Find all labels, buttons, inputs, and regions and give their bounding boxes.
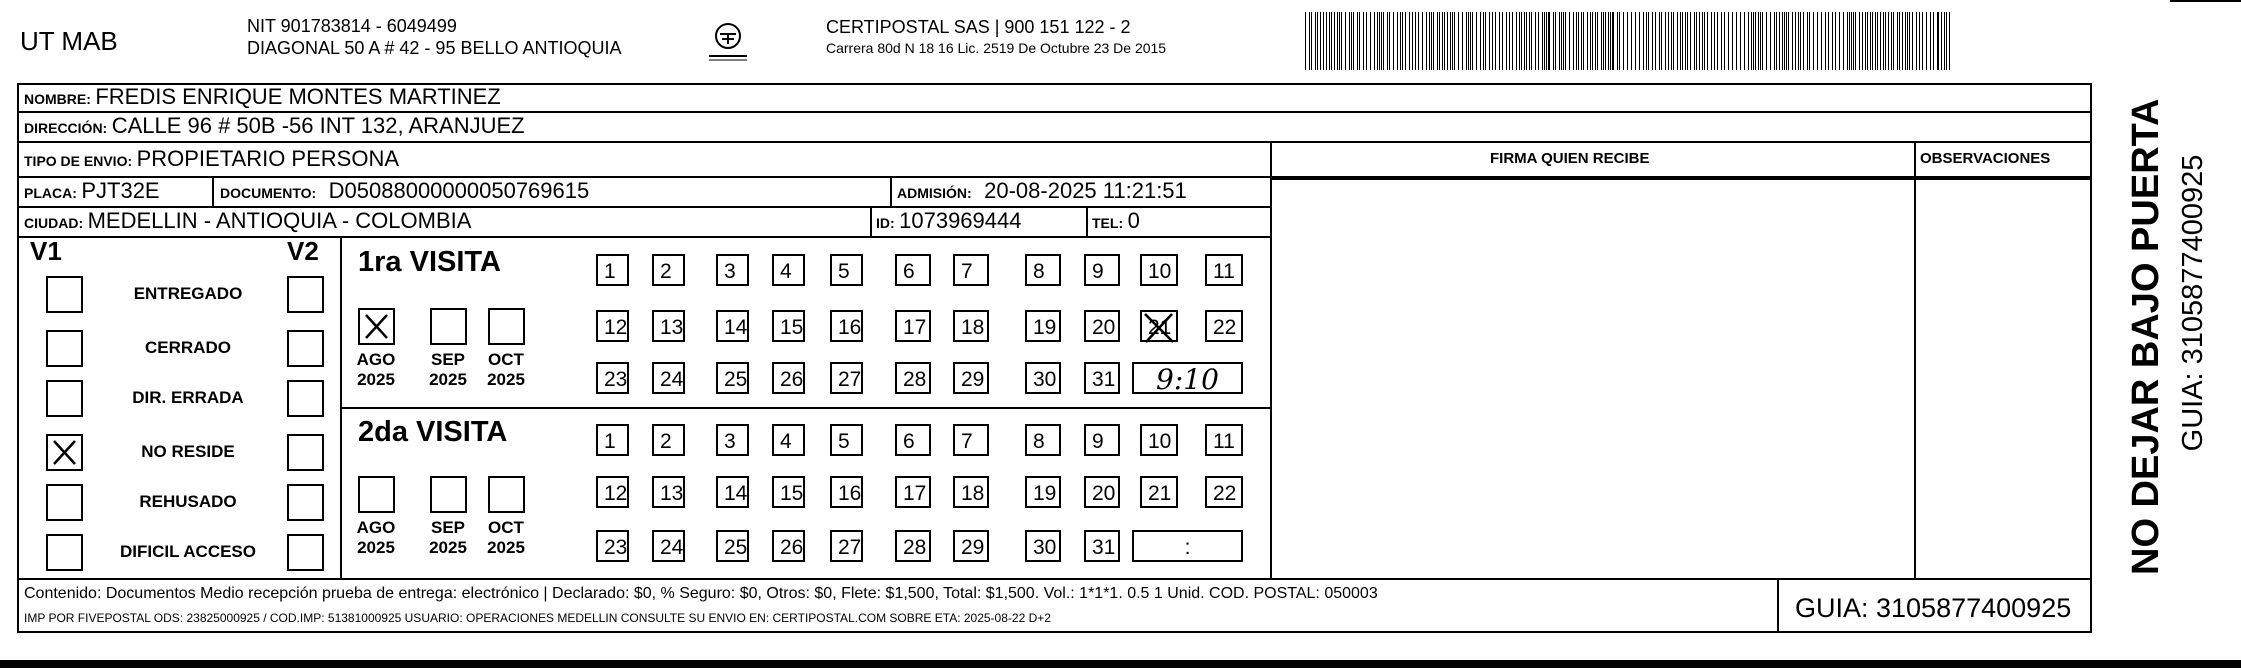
day-box[interactable]: 20 bbox=[1084, 476, 1120, 508]
nombre-label: NOMBRE: bbox=[24, 91, 91, 107]
day-box[interactable]: 26 bbox=[772, 362, 805, 394]
day-box[interactable]: 24 bbox=[652, 362, 685, 394]
day-box[interactable]: 30 bbox=[1025, 362, 1061, 394]
v2-header: V2 bbox=[287, 236, 319, 266]
v1-header: V1 bbox=[30, 236, 62, 266]
day-box[interactable]: 1 bbox=[596, 424, 629, 456]
nombre-row bbox=[24, 84, 501, 110]
day-box[interactable]: 28 bbox=[895, 362, 931, 394]
tipo-label: TIPO DE ENVIO: bbox=[24, 153, 133, 169]
cell-divider bbox=[870, 206, 872, 236]
status-label: REHUSADO bbox=[139, 492, 237, 511]
day-box[interactable]: 3 bbox=[716, 424, 749, 456]
company-name: UT MAB bbox=[20, 26, 118, 56]
day-box[interactable]: 22 bbox=[1205, 310, 1243, 342]
status-label: CERRADO bbox=[145, 338, 231, 357]
day-box[interactable]: 27 bbox=[830, 530, 863, 562]
day-box[interactable]: 15 bbox=[772, 476, 805, 508]
day-box[interactable]: 15 bbox=[772, 310, 805, 342]
visit-divider bbox=[340, 407, 1272, 409]
firma-header: FIRMA QUIEN RECIBE bbox=[1490, 150, 1650, 167]
side-warning: NO DEJAR BAJO PUERTA bbox=[2125, 98, 2167, 575]
observaciones-header: OBSERVACIONES bbox=[1920, 150, 2051, 167]
day-box[interactable]: 16 bbox=[830, 476, 863, 508]
documento-value: D05088000000050769615 bbox=[328, 178, 590, 203]
courier-license: Carrera 80d N 18 16 Lic. 2519 De Octubre 23 De 2015 bbox=[826, 40, 1167, 56]
header-underline bbox=[1270, 178, 2092, 180]
day-box[interactable]: 2 bbox=[652, 254, 685, 286]
top-edge-line bbox=[2170, 0, 2241, 2]
day-box[interactable]: 10 bbox=[1140, 254, 1178, 286]
visit2-title: 2da VISITA bbox=[358, 416, 508, 448]
documento-label: DOCUMENTO: bbox=[220, 185, 317, 201]
day-box[interactable]: 26 bbox=[772, 530, 805, 562]
year-label: 2025 bbox=[357, 370, 395, 389]
day-box[interactable]: 31 bbox=[1084, 530, 1120, 562]
month-label: OCT bbox=[488, 350, 524, 369]
month-checkbox[interactable] bbox=[488, 476, 525, 513]
day-box[interactable]: 27 bbox=[830, 362, 863, 394]
time-field[interactable]: 9:10 bbox=[1132, 362, 1243, 394]
day-box[interactable]: 11 bbox=[1205, 254, 1243, 286]
month-label: SEP bbox=[430, 518, 466, 537]
v2-checkbox[interactable] bbox=[287, 434, 324, 471]
day-box[interactable]: 25 bbox=[716, 530, 749, 562]
day-box[interactable]: 12 bbox=[596, 476, 629, 508]
day-box[interactable]: 29 bbox=[953, 530, 989, 562]
placa-row bbox=[24, 178, 160, 204]
day-box[interactable]: 3 bbox=[716, 254, 749, 286]
day-box[interactable]: 11 bbox=[1205, 424, 1243, 456]
day-box[interactable]: 4 bbox=[772, 254, 805, 286]
nombre-value: FREDIS ENRIQUE MONTES MARTINEZ bbox=[95, 84, 501, 109]
status-label: ENTREGADO bbox=[133, 284, 243, 303]
month-checkbox[interactable] bbox=[488, 308, 525, 345]
v1-checkbox-checked[interactable] bbox=[46, 434, 83, 471]
direccion-row bbox=[24, 113, 525, 139]
v1-checkbox[interactable] bbox=[46, 276, 83, 313]
v2-checkbox[interactable] bbox=[287, 380, 324, 417]
tipo-row bbox=[24, 146, 399, 172]
admision-label: ADMISIÓN: bbox=[897, 185, 972, 201]
col-divider bbox=[1914, 141, 1916, 578]
certipostal-logo bbox=[703, 20, 753, 64]
day-box[interactable]: 30 bbox=[1025, 530, 1061, 562]
month-checkbox[interactable] bbox=[430, 476, 467, 513]
v1-checkbox[interactable] bbox=[46, 534, 83, 571]
day-box[interactable]: 29 bbox=[953, 362, 989, 394]
tel-row bbox=[1092, 208, 1140, 234]
v1-checkbox[interactable] bbox=[46, 330, 83, 367]
time-field[interactable]: : bbox=[1132, 530, 1243, 562]
id-value: 1073969444 bbox=[899, 208, 1022, 233]
day-box[interactable]: 6 bbox=[895, 424, 931, 456]
tipo-value: PROPIETARIO PERSONA bbox=[136, 146, 399, 171]
day-box[interactable]: 8 bbox=[1025, 254, 1061, 286]
day-box[interactable]: 28 bbox=[895, 530, 931, 562]
day-box[interactable]: 23 bbox=[596, 530, 629, 562]
day-box[interactable]: 17 bbox=[895, 476, 931, 508]
day-box[interactable]: 7 bbox=[953, 254, 989, 286]
footer-contenido: Contenido: Documentos Medio recepción prueba de entrega: electrónico | Declarado: $0, % Seguro: $0, Otros: $0, Flete: $1,500, Total: $1,500. Vol.: 1*1*1. 0.5 1 Unid. COD. POSTAL: 050003 bbox=[24, 585, 1378, 602]
day-box[interactable]: 1 bbox=[596, 254, 629, 286]
day-box[interactable]: 9 bbox=[1084, 424, 1120, 456]
ciudad-label: CIUDAD: bbox=[24, 215, 84, 231]
v2-checkbox[interactable] bbox=[287, 484, 324, 521]
year-label: 2025 bbox=[429, 370, 467, 389]
row-divider bbox=[17, 236, 1272, 238]
v2-checkbox[interactable] bbox=[287, 534, 324, 571]
company-address: DIAGONAL 50 A # 42 - 95 BELLO ANTIOQUIA bbox=[247, 38, 622, 58]
tel-label: TEL: bbox=[1092, 215, 1124, 231]
day-box[interactable]: 31 bbox=[1084, 362, 1120, 394]
day-box[interactable]: 2 bbox=[652, 424, 685, 456]
admision-value: 20-08-2025 11:21:51 bbox=[984, 178, 1187, 203]
status-label: DIFICIL ACCESO bbox=[119, 542, 256, 561]
status-label: NO RESIDE bbox=[141, 442, 235, 461]
footer-imp: IMP POR FIVEPOSTAL ODS: 23825000925 / COD.IMP: 51381000925 USUARIO: OPERACIONES MEDELLIN CONSULTE SU ENVIO EN: CERTIPOSTAL.COM SOBRE ETA: 2025-08-22 D+2 bbox=[24, 611, 1051, 625]
day-box[interactable]: 24 bbox=[652, 530, 685, 562]
side-guia: GUIA: 3105877400925 bbox=[2177, 154, 2209, 452]
col-divider bbox=[340, 236, 342, 578]
placa-value: PJT32E bbox=[81, 178, 160, 203]
day-box[interactable]: 22 bbox=[1205, 476, 1243, 508]
day-box[interactable]: 5 bbox=[830, 424, 863, 456]
ciudad-value: MEDELLIN - ANTIOQUIA - COLOMBIA bbox=[87, 208, 472, 233]
v1-checkbox[interactable] bbox=[46, 484, 83, 521]
month-label: OCT bbox=[488, 518, 524, 537]
month-label: AGO bbox=[356, 518, 396, 537]
visit1-title: 1ra VISITA bbox=[358, 246, 501, 278]
day-box[interactable]: 19 bbox=[1025, 310, 1061, 342]
month-checkbox[interactable] bbox=[358, 476, 395, 513]
col-divider bbox=[1270, 141, 1272, 578]
cell-divider bbox=[1086, 206, 1088, 236]
cell-divider bbox=[890, 176, 892, 206]
v1-checkbox[interactable] bbox=[46, 380, 83, 417]
id-label: ID: bbox=[876, 215, 895, 231]
row-divider bbox=[17, 141, 2092, 143]
day-box[interactable]: 5 bbox=[830, 254, 863, 286]
day-box[interactable]: 14 bbox=[716, 310, 749, 342]
documento-row bbox=[220, 178, 589, 204]
footer-guia: GUIA: 3105877400925 bbox=[1795, 593, 2072, 623]
status-label: DIR. ERRADA bbox=[132, 388, 244, 407]
day-box[interactable]: 6 bbox=[895, 254, 931, 286]
day-box[interactable]: 18 bbox=[953, 476, 989, 508]
day-box[interactable]: 9 bbox=[1084, 254, 1120, 286]
placa-label: PLACA: bbox=[24, 185, 77, 201]
month-checkbox[interactable] bbox=[430, 308, 467, 345]
day-box[interactable]: 23 bbox=[596, 362, 629, 394]
day-box[interactable]: 13 bbox=[652, 310, 685, 342]
day-box[interactable]: 8 bbox=[1025, 424, 1061, 456]
day-box[interactable]: 10 bbox=[1140, 424, 1178, 456]
col-divider bbox=[1777, 578, 1779, 633]
tel-value: 0 bbox=[1127, 208, 1140, 233]
day-box-marked[interactable]: 21 bbox=[1140, 310, 1178, 342]
cell-divider bbox=[212, 176, 214, 206]
bottom-edge bbox=[0, 660, 2241, 668]
year-label: 2025 bbox=[429, 538, 467, 557]
year-label: 2025 bbox=[487, 538, 525, 557]
day-box[interactable]: 16 bbox=[830, 310, 863, 342]
year-label: 2025 bbox=[357, 538, 395, 557]
id-row bbox=[876, 208, 1021, 234]
day-box[interactable]: 18 bbox=[953, 310, 989, 342]
day-box[interactable]: 14 bbox=[716, 476, 749, 508]
day-box[interactable]: 7 bbox=[953, 424, 989, 456]
day-box[interactable]: 19 bbox=[1025, 476, 1061, 508]
month-label: AGO bbox=[356, 350, 396, 369]
company-nit: NIT 901783814 - 6049499 bbox=[247, 16, 457, 36]
day-box[interactable]: 13 bbox=[652, 476, 685, 508]
day-box[interactable]: 21 bbox=[1140, 476, 1178, 508]
day-box[interactable]: 20 bbox=[1084, 310, 1120, 342]
v2-checkbox[interactable] bbox=[287, 276, 324, 313]
direccion-value: CALLE 96 # 50B -56 INT 132, ARANJUEZ bbox=[111, 113, 525, 138]
admision-row bbox=[897, 178, 1187, 204]
v2-checkbox[interactable] bbox=[287, 330, 324, 367]
footer-divider bbox=[17, 578, 2092, 580]
day-box[interactable]: 25 bbox=[716, 362, 749, 394]
day-box[interactable]: 12 bbox=[596, 310, 629, 342]
year-label: 2025 bbox=[487, 370, 525, 389]
direccion-label: DIRECCIÓN: bbox=[24, 120, 108, 136]
day-box[interactable]: 17 bbox=[895, 310, 931, 342]
month-label: SEP bbox=[430, 350, 466, 369]
barcode bbox=[1305, 12, 1955, 70]
courier-name: CERTIPOSTAL SAS | 900 151 122 - 2 bbox=[826, 17, 1131, 37]
day-box[interactable]: 4 bbox=[772, 424, 805, 456]
month-checkbox-checked[interactable] bbox=[358, 308, 395, 345]
ciudad-row bbox=[24, 208, 471, 234]
